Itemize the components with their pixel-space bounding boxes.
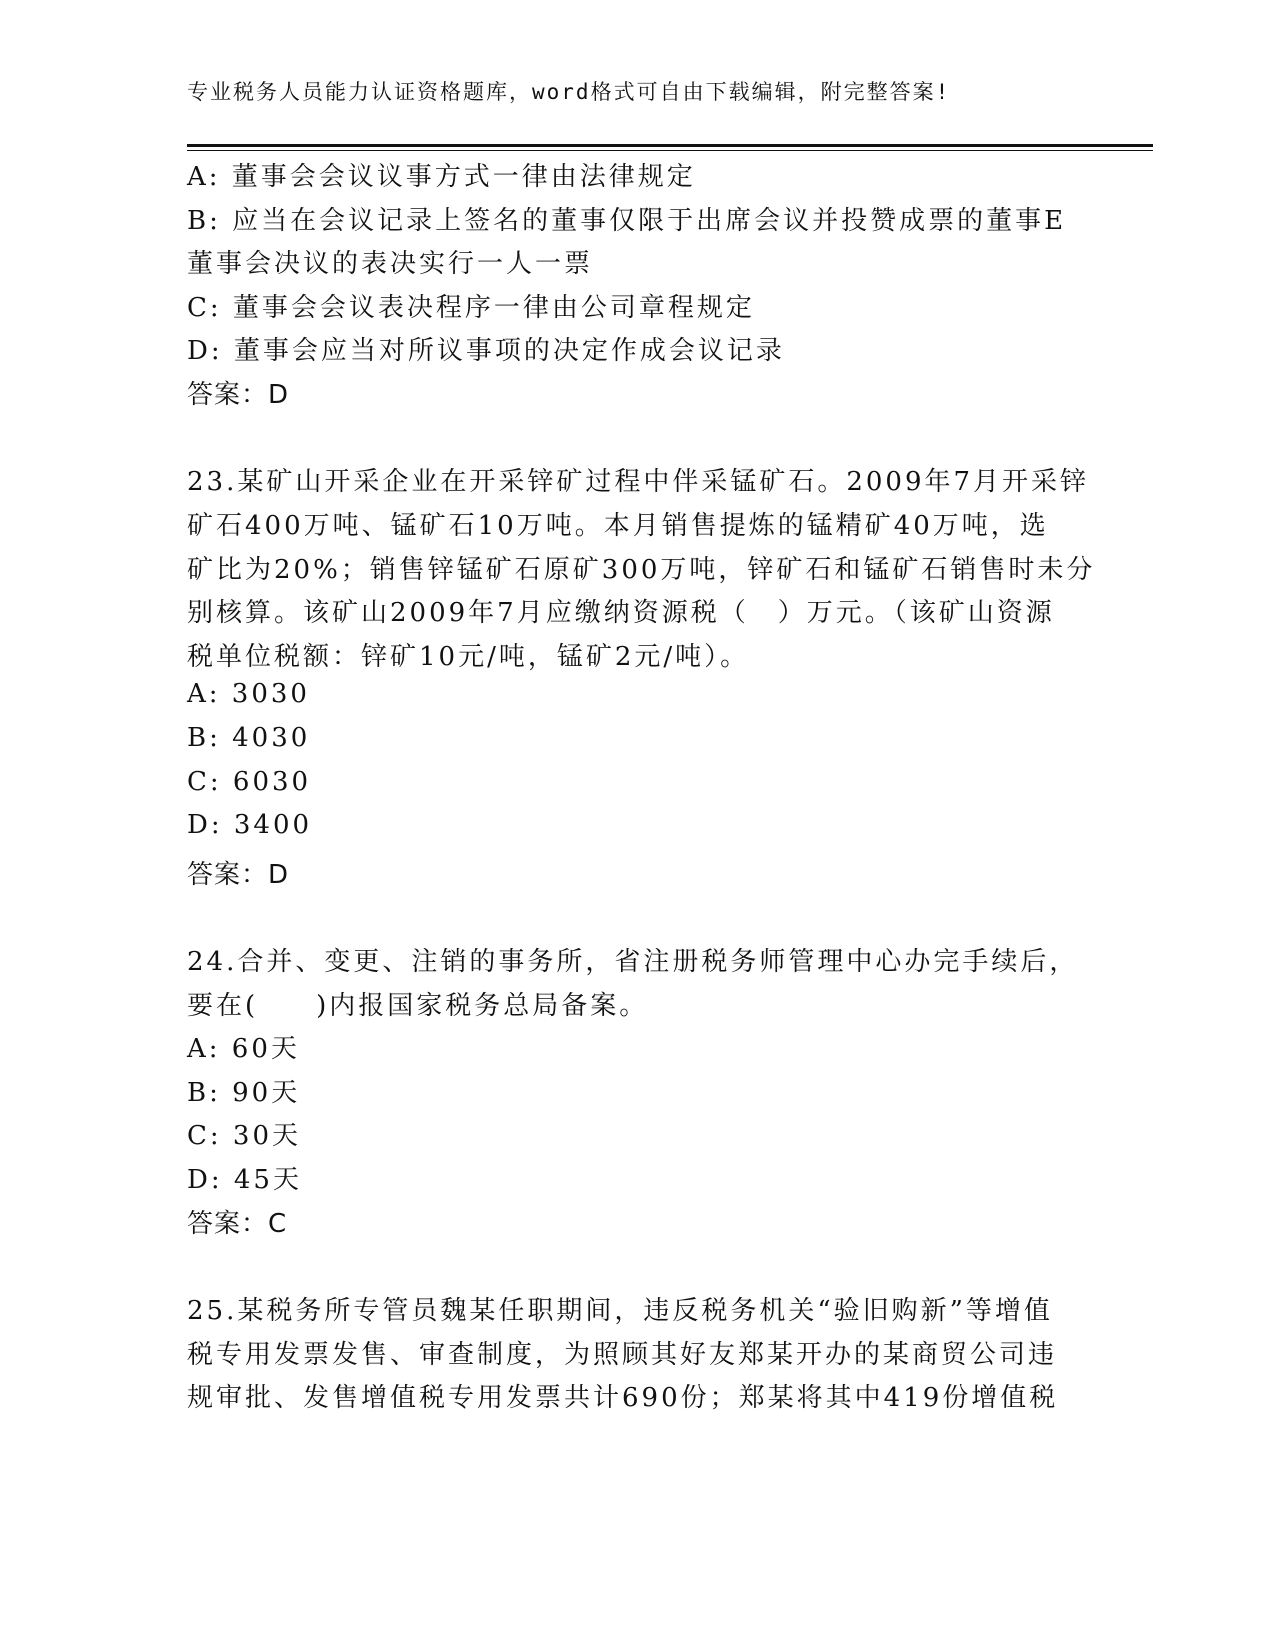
q23-stem-line-5: 税单位税额：锌矿10元/吨，锰矿2元/吨）。 bbox=[187, 642, 750, 672]
q22-option-c: C: 董事会会议表决程序一律由公司章程规定 bbox=[187, 293, 755, 323]
q23-stem-line-3: 矿比为20%；销售锌锰矿石原矿300万吨，锌矿石和锰矿石销售时未分 bbox=[187, 555, 1096, 585]
q23-answer: 答案：D bbox=[187, 860, 290, 890]
header-rule-thin bbox=[187, 150, 1153, 151]
q22-answer: 答案：D bbox=[187, 380, 290, 410]
q24-option-c: C: 30天 bbox=[187, 1121, 302, 1151]
q23-option-d: D: 3400 bbox=[187, 810, 313, 840]
q23-option-b: B: 4030 bbox=[187, 723, 311, 753]
q24-option-b: B: 90天 bbox=[187, 1078, 301, 1108]
q24-option-d: D: 45天 bbox=[187, 1165, 302, 1195]
page-header: 专业税务人员能力认证资格题库，word格式可自由下载编辑，附完整答案! bbox=[187, 80, 951, 104]
q24-stem-line-1: 24.合并、变更、注销的事务所，省注册税务师管理中心办完手续后， bbox=[187, 947, 1079, 977]
q25-stem-line-3: 规审批、发售增值税专用发票共计690份；郑某将其中419份增值税 bbox=[187, 1383, 1059, 1413]
q24-option-a: A: 60天 bbox=[187, 1034, 300, 1064]
q23-option-a: A: 3030 bbox=[187, 679, 310, 709]
q23-stem-line-4: 别核算。该矿山2009年7月应缴纳资源税（ ）万元。（该矿山资源 bbox=[187, 598, 1055, 628]
q22-option-b-cont: 董事会决议的表决实行一人一票 bbox=[187, 249, 594, 279]
q24-stem-line-2: 要在( )内报国家税务总局备案。 bbox=[187, 991, 649, 1021]
q23-option-c: C: 6030 bbox=[187, 767, 312, 797]
q24-answer: 答案：C bbox=[187, 1209, 288, 1239]
q23-stem-line-2: 矿石400万吨、锰矿石10万吨。本月销售提炼的锰精矿40万吨，选 bbox=[187, 511, 1049, 541]
q22-option-d: D: 董事会应当对所议事项的决定作成会议记录 bbox=[187, 336, 785, 366]
q25-stem-line-2: 税专用发票发售、审查制度，为照顾其好友郑某开办的某商贸公司违 bbox=[187, 1340, 1058, 1370]
q22-option-b: B: 应当在会议记录上签名的董事仅限于出席会议并投赞成票的董事E bbox=[187, 206, 1067, 236]
q23-stem-line-1: 23.某矿山开采企业在开采锌矿过程中伴采锰矿石。2009年7月开采锌 bbox=[187, 467, 1090, 497]
q22-option-a: A: 董事会会议议事方式一律由法律规定 bbox=[187, 162, 696, 192]
header-rule-thick bbox=[187, 144, 1153, 147]
q25-stem-line-1: 25.某税务所专管员魏某任职期间，违反税务机关“验旧购新”等增值 bbox=[187, 1296, 1053, 1326]
